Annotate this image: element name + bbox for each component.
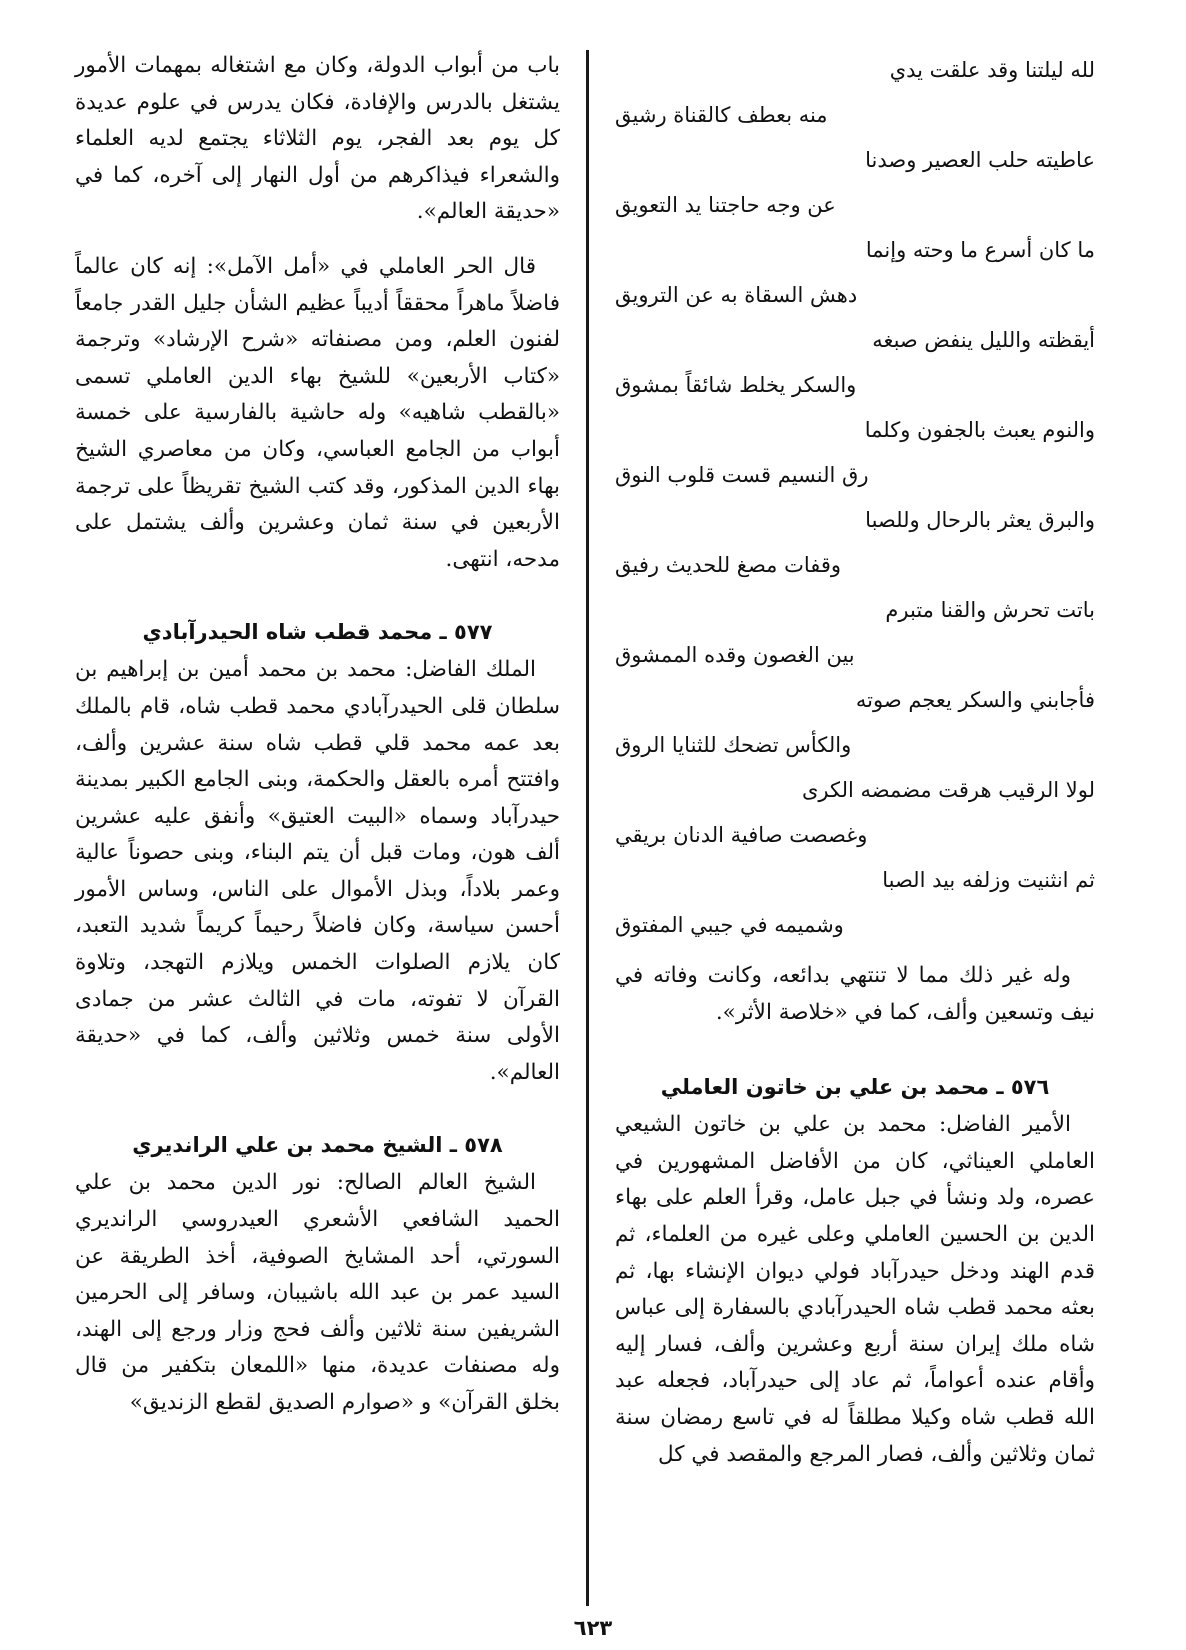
entry-title-578: ٥٧٨ ـ الشيخ محمد بن علي الرانديري [132,1133,503,1158]
poem-line: ثم انثنيت وزلفه بيد الصبا [882,868,1095,892]
poem-line: وقفات مصغ للحديث رفيق [615,553,842,577]
poem-line: وشميمه في جيبي المفتوق [615,913,844,937]
poem-line: أيقظته والليل ينفض صبغه [872,328,1095,352]
entry-title-577: ٥٧٧ ـ محمد قطب شاه الحيدرآبادي [142,620,493,645]
right-column [615,48,1095,1473]
entry-title-576: ٥٧٦ ـ محمد بن علي بن خاتون العاملي [660,1075,1050,1100]
closing-paragraph: وله غير ذلك مما لا تنتهي بدائعه، وكانت وفاته في نيف وتسعين وألف، كما في «خلاصة الأثر». [615,963,1095,1025]
poem-line: رق النسيم قست قلوب النوق [615,463,869,487]
poem-line: والنوم يعبث بالجفون وكلما [864,418,1095,442]
poem-line: عن وجه حاجتنا يد التعويق [615,193,836,217]
entry-text-578: الشيخ العالم الصالح: نور الدين محمد بن علي الحميد الشافعي الأشعري العيدروسي الرانديري السورتي، أحد المشايخ الصوفية، أخذ الطريقة عن السيد عمر بن عبد الله باشيبان، وسافر إلى الحرمين الشريفين سنة ثلاثين وألف فحج وزار ورجع إلى الهند، وله مصنفات عديدة، منها «اللمعان بتكفير من قال بخلق القرآن» و «صوارم الصديق لقطع الزنديق» [75,1170,560,1415]
continuation-paragraph: باب من أبواب الدولة، وكان مع اشتغاله بمهمات الأمور يشتغل بالدرس والإفادة، فكان يدرس في علوم عديدة كل يوم بعد الفجر، يوم الثلاثاء يجتمع لديه العلماء والشعراء فيذاكرهم من أول النهار إلى آخره، كما في «حديقة العالم». [75,53,560,225]
poem-line: لولا الرقيب هرقت مضمضه الكرى [802,778,1095,802]
entry-text-577: الملك الفاضل: محمد بن محمد أمين بن إبراهيم بن سلطان قلى الحيدرآبادي محمد قطب شاه، قام بالملك بعد عمه محمد قلي قطب شاه سنة عشرين وألف، وافتتح أمره بالعقل والحكمة، وبنى الجامع الكبير بمدينة حيدرآباد وسماه «البيت العتيق» وأنفق عليه عشرين ألف هون، ومات قبل أن يتم البناء، وبنى حصوناً عالية وعمر بلاداً، وبذل الأموال على الناس، وساس الأمور أحسن سياسة، وكان فاضلاً رحيماً كريماً شديد التعبد، كان يلازم الصلوات الخمس ويلازم التهجد، وتلاوة القرآن لا تفوته، مات في الثالث عشر من جمادى الأولى سنة خمس وثلاثين وألف، كما في «حديقة العالم». [75,657,560,1085]
poem-line: ما كان أسرع ما وحته وإنما [865,238,1095,262]
poem-line: وغصصت صافية الدنان بريقي [615,823,868,847]
poem-line: بين الغصون وقده الممشوق [615,643,855,667]
poem-line: لله ليلتنا وقد علقت يدي [889,58,1095,82]
poem-line: فأجابني والسكر يعجم صوته [855,688,1095,712]
poem-line: والكأس تضحك للثنايا الروق [615,733,852,757]
poem-line: منه بعطف كالقناة رشيق [615,103,828,127]
left-column [75,48,560,1422]
poem-line: عاطيته حلب العصير وصدنا [865,148,1095,172]
quote-paragraph: قال الحر العاملي في «أمل الآمل»: إنه كان عالماً فاضلاً ماهراً محققاً أديباً عظيم الشأن جليل القدر جامعاً لفنون العلم، ومن مصنفاته «شرح الإرشاد» وترجمة «كتاب الأربعين» للشيخ بهاء الدين العاملي تسمى «بالقطب شاهيه» وله حاشية بالفارسية على خمسة أبواب من الجامع العباسي، وكان من معاصري الشيخ بهاء الدين المذكور، وقد كتب الشيخ تقريظاً على ترجمة الأربعين في سنة ثمان وعشرين وألف يشتمل على مدحه، انتهى. [75,253,560,572]
page-number: ٦٢٣ [573,1616,613,1640]
entry-text-576: الأمير الفاضل: محمد بن علي بن خاتون الشيعي العاملي العيناثي، كان من الأفاضل المشهورين في عصره، ولد ونشأ في جبل عامل، وقرأ العلم على بهاء الدين بن الحسين العاملي وعلى غيره من العلماء، ثم قدم الهند ودخل حيدرآباد فولي ديوان الإنشاء بها، ثم بعثه محمد قطب شاه الحيدرآبادي بالسفارة إلى عباس شاه ملك إيران سنة أربع وعشرين وألف، فسار إليه وأقام عنده أعواماً، ثم عاد إلى حيدرآباد، فجعله عبد الله قطب شاه وكيلا مطلقاً له في تاسع رمضان سنة ثمان وثلاثين وألف، فصار المرجع والمقصد في كل [615,1112,1095,1467]
poem-line: والسكر يخلط شائقاً بمشوق [615,373,857,397]
poem-line: والبرق يعثر بالرحال وللصبا [865,508,1095,532]
poem-line: دهش السقاة به عن الترويق [615,283,858,307]
poem [615,48,1095,948]
column-divider [586,50,589,1606]
poem-line: باتت تحرش والقنا متبرم [885,598,1095,622]
